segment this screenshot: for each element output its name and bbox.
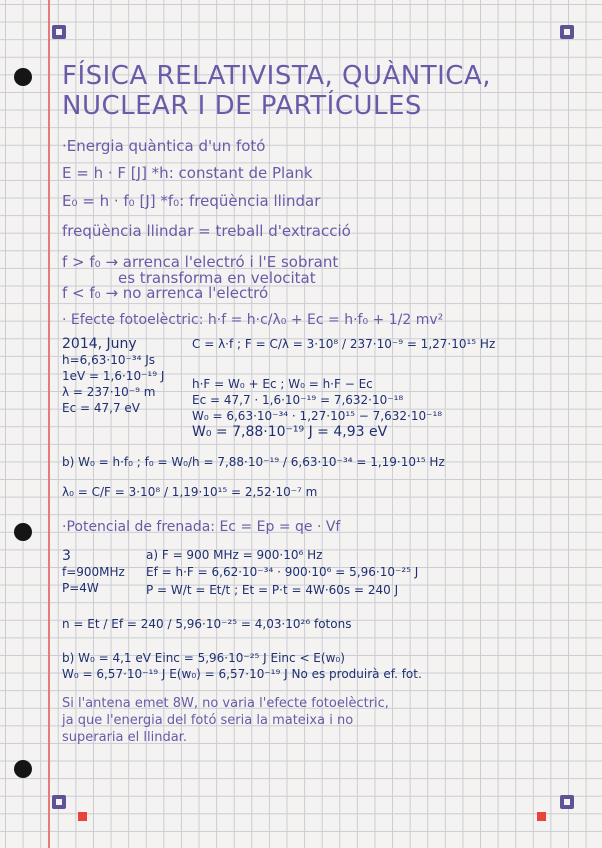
red-square-mark: [537, 812, 546, 821]
calc-photon-count: n = Et / Ef = 240 / 5,96·10⁻²⁵ = 4,03·10²⁶ fotons: [62, 617, 352, 631]
equation-threshold-energy: E₀ = h · f₀ [J] *f₀: freqüència llindar: [62, 192, 321, 210]
calc-work-function-eq: h·F = W₀ + Ec ; W₀ = h·F − Ec: [192, 377, 373, 391]
conclusion-line2: ja que l'energia del fotó seria la mateixa i no: [62, 713, 354, 728]
case-above-threshold: f > f₀ → arrenca l'electró i l'E sobrant: [62, 253, 339, 271]
part-b-threshold-frequency: b) W₀ = h·f₀ ; f₀ = W₀/h = 7,88·10⁻¹⁹ / 6,63·10⁻³⁴ = 1,19·10¹⁵ Hz: [62, 455, 445, 469]
problem-number: 3: [62, 548, 71, 564]
corner-mark-bottom-right: [560, 795, 574, 809]
given-frequency: f=900MHz: [62, 565, 125, 579]
equation-photon-energy: E = h · F [J] *h: constant de Plank: [62, 164, 313, 182]
calc-w0: W₀ = 6,63·10⁻³⁴ · 1,27·10¹⁵ − 7,632·10⁻¹⁸: [192, 409, 443, 423]
corner-mark-top-left: [52, 25, 66, 39]
corner-mark-top-right: [560, 25, 574, 39]
given-power: P=4W: [62, 581, 99, 595]
calc-frequency: C = λ·f ; F = C/λ = 3·10⁸ / 237·10⁻⁹ = 1,27·10¹⁵ Hz: [192, 337, 496, 351]
calc-total-energy: P = W/t = Et/t ; Et = P·t = 4W·60s = 240 J: [146, 583, 399, 597]
corner-mark-bottom-left: [52, 795, 66, 809]
part-b-comparison: W₀ = 6,57·10⁻¹⁹ J E(w₀) = 6,57·10⁻¹⁹ J No es produirà ef. fot.: [62, 667, 422, 681]
red-square-mark: [78, 812, 87, 821]
calc-w0-result: W₀ = 7,88·10⁻¹⁹ J = 4,93 eV: [192, 424, 388, 440]
part-b-work-function: b) W₀ = 4,1 eV Einc = 5,96·10⁻²⁵ J Einc < E(w₀): [62, 651, 345, 665]
given-year: 2014, Juny: [62, 336, 137, 352]
given-ev: 1eV = 1,6·10⁻¹⁹ J: [62, 369, 165, 383]
conclusion-line1: Si l'antena emet 8W, no varia l'efecte fotoelèctric,: [62, 696, 389, 711]
margin-line: [48, 0, 50, 848]
case-above-threshold-cont: es transforma en velocitat: [118, 269, 316, 287]
case-below-threshold: f < f₀ → no arrenca l'electró: [62, 284, 269, 302]
part-b-wavelength: λ₀ = C/F = 3·10⁸ / 1,19·10¹⁵ = 2,52·10⁻⁷ m: [62, 485, 318, 499]
given-ec: Ec = 47,7 eV: [62, 401, 140, 415]
section-heading-photon-energy: ·Energia quàntica d'un fotó: [62, 137, 266, 155]
page-title-line2: NUCLEAR I DE PARTÍCULES: [62, 91, 422, 121]
section-heading-photoelectric: · Efecte fotoelèctric: h·f = h·c/λ₀ + Ec = h·f₀ + 1/2 mv²: [62, 312, 444, 328]
conclusion-line3: superaria el llindar.: [62, 730, 187, 745]
binder-hole: [14, 68, 32, 86]
section-heading-stopping-potential: ·Potencial de frenada: Ec = Ep = qe · Vf: [62, 519, 341, 535]
binder-hole: [14, 523, 32, 541]
binder-hole: [14, 760, 32, 778]
calc-photon-energy: Ef = h·F = 6,62·10⁻³⁴ · 900·10⁶ = 5,96·10⁻²⁵ J: [146, 565, 419, 579]
calc-a-frequency: a) F = 900 MHz = 900·10⁶ Hz: [146, 548, 323, 562]
given-lambda: λ = 237·10⁻⁹ m: [62, 385, 156, 399]
given-h: h=6,63·10⁻³⁴ Js: [62, 353, 156, 367]
definition-threshold: freqüència llindar = treball d'extracció: [62, 222, 351, 240]
page-title: FÍSICA RELATIVISTA, QUÀNTICA,: [62, 61, 492, 91]
calc-ec: Ec = 47,7 · 1,6·10⁻¹⁹ = 7,632·10⁻¹⁸: [192, 393, 404, 407]
